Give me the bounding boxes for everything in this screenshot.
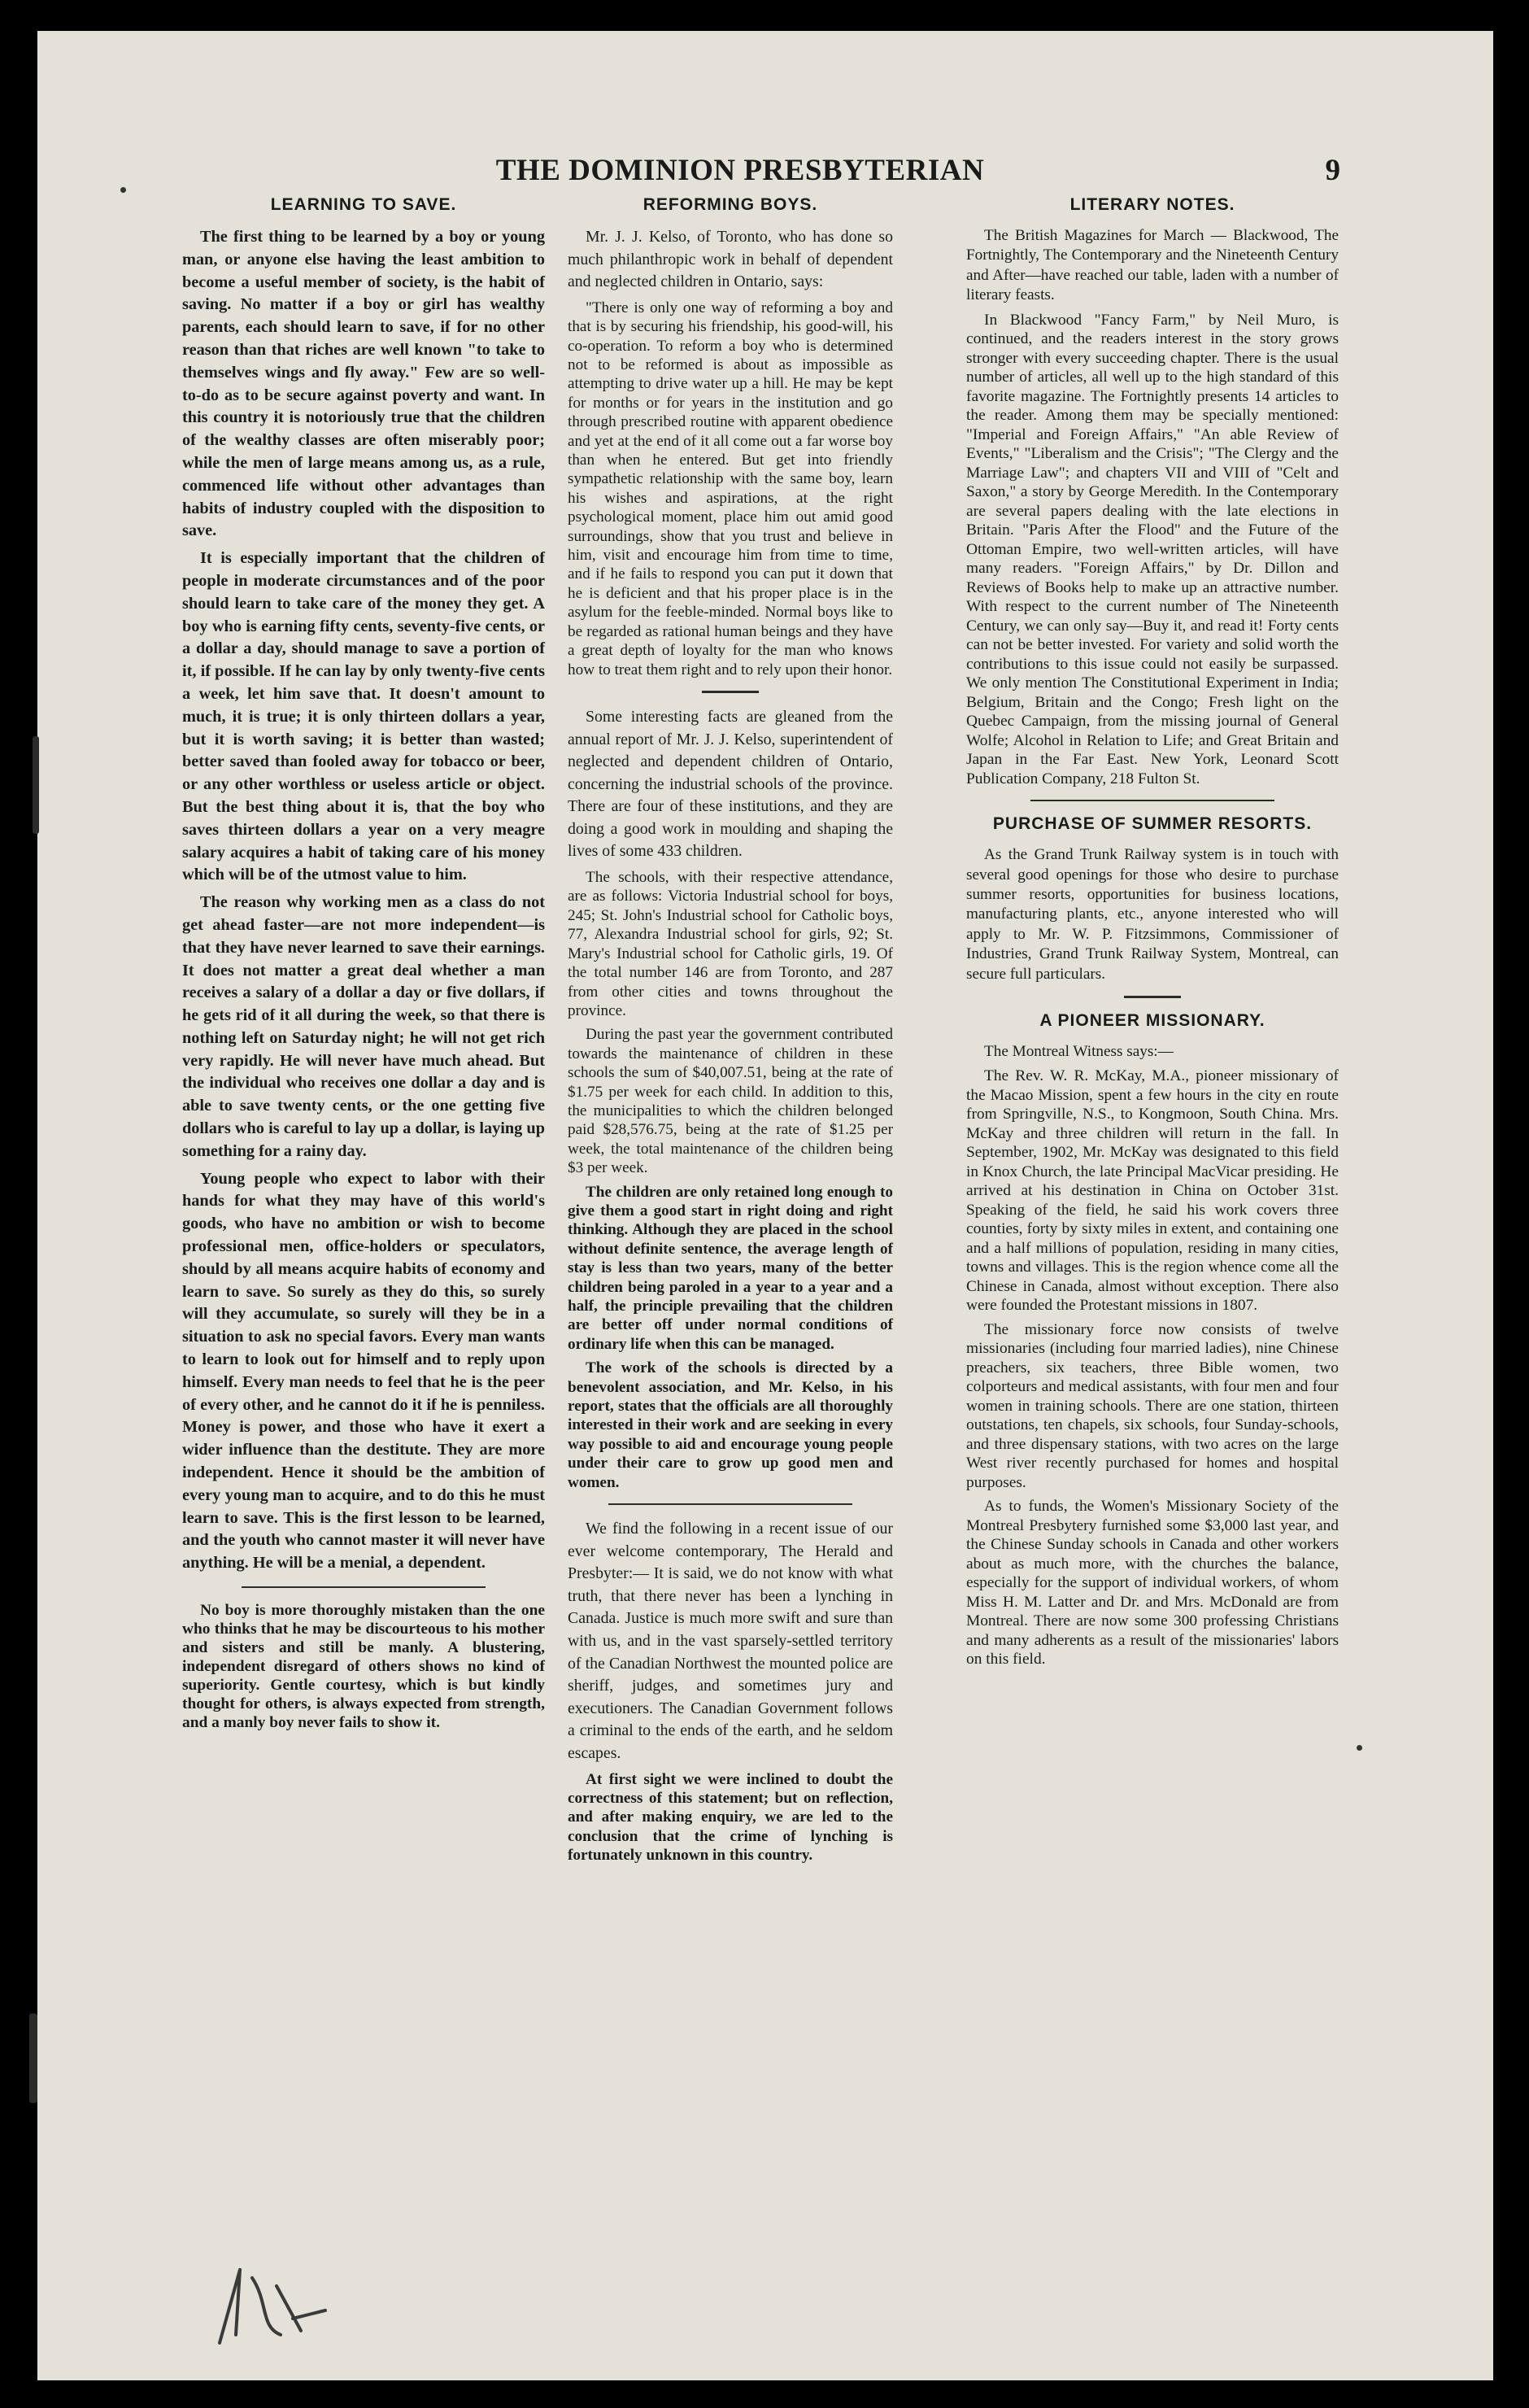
paragraph: No boy is more thoroughly mistaken than the one who thinks that he may be discourteous to his mother and sisters and still be manly. A blustering, independent disregard of others shows no kind of superiority. Gentle courtesy, which is but kindly thought for others, is always expected from strength, and a manly boy never fails to show it. xyxy=(182,1602,545,1732)
section-rule xyxy=(702,691,759,693)
article-heading: LITERARY NOTES. xyxy=(1069,195,1235,214)
column-learning-to-save xyxy=(182,195,545,1737)
paragraph: The reason why working men as a class do not get ahead faster—are not more independent—is that they have never learned to save their earnings. It does not matter a great deal whether a man receives a salary of a dollar a day or five dollars, if he gets rid of it all during the week, so that there is nothing left on Saturday night; he will not get rich very rapidly. He will never have much ahead. But the individual who receives one dollar a day and is able to save twenty cents, or the one getting five dollars who is careful to lay up a dollar, is laying up something for a rainy day. xyxy=(182,893,545,1160)
paragraph: The missionary force now consists of twelve missionaries (including four married ladies), nine Chinese preachers, six teachers, three Bible women, two colporteurs and medical assistants, with four men and four women in training schools. There are one station, thirteen outstations, ten chapels, six schools, four Sunday-schools, and three dispensary stations, with two acres on the large West river recently purchased for homes and hospital purposes. xyxy=(966,1320,1339,1491)
paragraph: In Blackwood "Fancy Farm," by Neil Muro, is continued, and the readers interest in the story grows stronger with every succeeding chapter. There is the usual number of articles, all well up to the high standard of this favorite magazine. The Fortnightly presents 14 articles to the reader. Among them may be specially mentioned: "Imperial and Foreign Affairs," "An able Review of Events," "Liberalism and the Crisis"; "The Clergy and the Marriage Law"; and chapters VII and VIII of "Celt and Saxon," a story by George Meredith. In the Contemporary are several papers dealing with the late elections in Britain. "Paris After the Flood" and the Future of the Ottoman Empire, two well-written articles, will have many readers. "Foreign Affairs," by Dr. Dillon and Reviews of Books help to make up an attractive number. With respect to the current number of The Nineteenth Century, we can only say—Buy it, and read it! Forty cents can not be better invested. For variety and solid worth the contributions to this issue could not easily be surpassed. We only mention The Constitutional Experiment in India; Belgium, Britain and the Congo; Fresh light on the Quebec Campaign, from the missing journal of General Wolfe; Alcohol in Relation to Life; and Great Britain and Japan in the Far East. New York, Leonard Scott Publication Company, 218 Fulton St. xyxy=(966,311,1339,787)
paragraph: The Rev. W. R. McKay, M.A., pioneer missionary of the Macao Mission, spent a few hours in the city en route from Springville, N.S., to Kongmoon, South China. Mrs. McKay and three children will return in the fall. In September, 1902, Mr. McKay was designated to this field in Knox Church, the late Principal MacVicar presiding. He arrived at his destination in China on October 31st. Speaking of the field, he said his work covers three counties, forty by sixty miles in extent, and containing one and a half millions of population, residing in many cities, towns and villages. This is the region whence come all the Chinese in Canada, almost without exception. There also were founded the Protestant missions in 1807. xyxy=(966,1067,1339,1315)
column-literary-notes xyxy=(966,195,1339,1674)
paragraph: At first sight we were inclined to doubt the correctness of this statement; but on reflection, and after making enquiry, we are led to the conclusion that the crime of lynching is fortunately unknown in this country. xyxy=(568,1770,893,1865)
masthead-title: THE DOMINION PRESBYTERIAN xyxy=(495,154,985,187)
paragraph: The first thing to be learned by a boy or young man, or anyone else having the least ambition to become a useful member of society, is the habit of saving. No matter if a boy or girl has wealthy parents, each should learn to save, if for no other reason than that riches are well known "to take to themselves wings and fly away." Few are so well-to-do as to be secure against poverty and want. In this country it is notoriously true that the children of the wealthy classes are often miserably poor; while the men of large means among us, as a rule, commenced life without other advantages than habits of industry coupled with the disposition to save. xyxy=(182,228,545,540)
section-rule xyxy=(1124,996,1181,998)
paragraph: Some interesting facts are gleaned from the annual report of Mr. J. J. Kelso, superintendent of neglected and dependent children of Ontario, concerning the industrial schools of the province. There are four of these institutions, and they are doing a good work in moulding and shaping the lives of some 433 children. xyxy=(568,707,893,861)
handwritten-mark xyxy=(203,2253,333,2351)
section-rule xyxy=(242,1586,486,1588)
paragraph: It is especially important that the children of people in moderate circumstances and of the poor should learn to take care of the money they get. A boy who is earning fifty cents, seventy-five cents, or a dollar a day, should manage to save a portion of it, if possible. If he can lay by only twenty-five cents a week, let him save that. It doesn't amount to much, it is true; it is only thirteen dollars a year, but it is worth saving; it is better than wasted; better saved than fooled away for tobacco or beer, or any other worthless or useless article or object. But the best thing about it is, that the boy who saves thirteen dollars a year on a very meagre salary acquires a habit of taking care of his money which will be of the utmost value to him. xyxy=(182,549,545,884)
article-heading: REFORMING BOYS. xyxy=(643,195,818,214)
section-rule xyxy=(1030,800,1274,801)
paragraph: Mr. J. J. Kelso, of Toronto, who has done so much philanthropic work in behalf of dependent and neglected children in Ontario, says: xyxy=(568,228,893,291)
section-rule xyxy=(608,1503,852,1505)
paragraph: As to funds, the Women's Missionary Society of the Montreal Presbytery furnished some $3,000 last year, and the Chinese Sunday schools in Canada and other workers about as much more, with the churches the balance, especially for the support of individual workers, of whom Miss H. M. Latter and Dr. and Mrs. McDonald are from Montreal. There are now some 300 professing Christians and many adherents as a result of the missionaries' labors on this field. xyxy=(966,1498,1339,1669)
ink-dot xyxy=(120,187,126,193)
page-number: 9 xyxy=(1325,154,1340,187)
paragraph: As the Grand Trunk Railway system is in touch with several good openings for those who desire to purchase summer resorts, opportunities for business locations, manufacturing plants, etc., anyone interested who will apply to Mr. W. P. Fitzsimmons, Commissioner of Industries, Grand Trunk Railway System, Montreal, can secure full particulars. xyxy=(966,846,1339,983)
margin-mark xyxy=(29,2013,37,2103)
article-heading: PURCHASE OF SUMMER RESORTS. xyxy=(992,814,1313,834)
paragraph: The schools, with their respective attendance, are as follows: Victoria Industrial school for boys, 245; St. John's Industrial school for Catholic boys, 77, Alexandra Industrial school for girls, 92; St. Mary's Industrial school for Catholic girls, 19. Of the total number 146 are from Toronto, and 287 from other cities and towns throughout the province. xyxy=(568,869,893,1019)
quote-paragraph: "There is only one way of reforming a boy and that is by securing his friendship, his good-will, his co-operation. To reform a boy who is determined not to be reformed is about as impossible as attempting to drive water up a hill. He may be kept for months or for years in the institution and go through prescribed routine with apparent obedience and yet at the end of it all come out a far worse boy than when he entered. But get into friendly sympathetic relationship with the same boy, learn his wishes and aspirations, at the right psychological moment, place him out amid good surroundings, show that you trust and believe in him, visit and encourage him from time to time, and if he fails to respond you can put it down that he is deficient and that his proper place is in the asylum for the feeble-minded. Normal boys like to be regarded as rational human beings and they have a great depth of loyalty for the man who knows how to treat them right and to rely upon their honor. xyxy=(568,299,893,678)
paragraph: We find the following in a recent issue of our ever welcome contemporary, The Herald and Presbyter:— It is said, we do not know with what truth, that there never has been a lynching in Canada. Justice is much more swift and sure than with us, and in the vast sparsely-settled territory of the Canadian Northwest the mounted police are sheriff, judges, and sometimes jury and executioners. The Canadian Government follows a criminal to the ends of the earth, and he seldom escapes. xyxy=(568,1520,893,1762)
paragraph: During the past year the government contributed towards the maintenance of children in these schools the sum of $40,007.51, being at the rate of $1.75 per week for each child. In addition to this, the municipalities to which the children belonged paid $28,576.75, being at the rate of $1.25 per week, the total maintenance of the children being $3 per week. xyxy=(568,1026,893,1177)
article-heading: LEARNING TO SAVE. xyxy=(270,195,457,214)
paragraph: The British Magazines for March — Blackwood, The Fortnightly, The Contemporary and the Nineteenth Century and After—have reached our table, laden with a number of literary feasts. xyxy=(966,227,1339,304)
paragraph: The work of the schools is directed by a benevolent association, and Mr. Kelso, in his report, states that the officials are all thoroughly interested in their work and are seeking in every way possible to aid and encourage young people under their care to grow up good men and women. xyxy=(568,1359,893,1491)
paragraph: Young people who expect to labor with their hands for what they may have of this world's goods, who have no ambition or wish to become professional men, office-holders or speculators, should by all means acquire habits of economy and learn to save. So surely as they do this, so surely will they accumulate, so surely will they be in a situation to ask no special favors. Every man wants to learn to look out for himself and to reply upon himself. Every man needs to feel that he is the peer of every other, and he cannot do it if he is penniless. Money is power, and those who have it exert a wider influence than the destitute. They are more independent. Hence it should be the ambition of every young man to acquire, and to do this he must learn to save. This is the first lesson to be learned, and the youth who cannot master it will never have anything. He will be a menial, a dependent. xyxy=(182,1169,545,1573)
paragraph: The children are only retained long enough to give them a good start in right doing and right thinking. Although they are placed in the school without definite sentence, the average length of stay is less than two years, many of the better children being paroled in a year to a year and a half, the principle prevailing that the children are better off under normal conditions of ordinary life when this can be managed. xyxy=(568,1183,893,1353)
article-heading: A PIONEER MISSIONARY. xyxy=(1039,1010,1265,1030)
paragraph: The Montreal Witness says:— xyxy=(984,1042,1174,1060)
column-reforming-boys xyxy=(568,195,893,1870)
margin-mark xyxy=(33,736,39,834)
ink-dot xyxy=(1357,1745,1362,1751)
